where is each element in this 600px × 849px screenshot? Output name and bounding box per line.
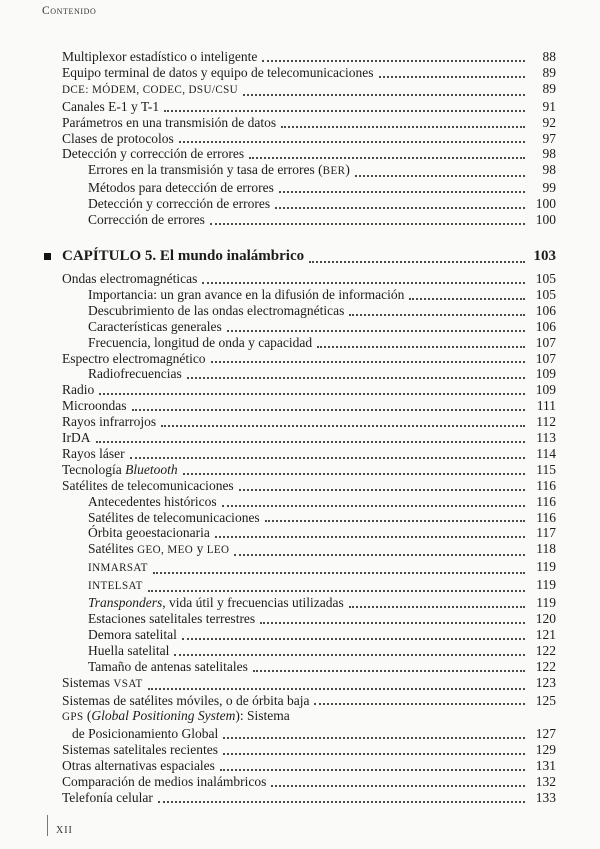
toc-entry-title bbox=[88, 196, 270, 212]
toc-entry-title bbox=[88, 162, 350, 180]
toc-entry-title bbox=[88, 577, 143, 595]
toc-entry bbox=[62, 693, 556, 709]
toc-entry-page: 105 bbox=[535, 270, 556, 286]
dot-leader bbox=[223, 753, 525, 755]
toc-entry-page: 109 bbox=[535, 382, 556, 398]
square-bullet-icon bbox=[44, 253, 51, 260]
toc-text-segment: Corrección de errores bbox=[88, 212, 205, 228]
toc-entry-page: 118 bbox=[536, 541, 556, 557]
toc-entry-title bbox=[88, 659, 248, 675]
toc-text-segment: Radio bbox=[62, 382, 95, 398]
toc-entry-title bbox=[62, 446, 125, 462]
toc-text-segment: GEO, MEO bbox=[137, 544, 194, 557]
toc-entry-title bbox=[62, 115, 276, 131]
toc-entry-title bbox=[62, 742, 218, 758]
dot-leader bbox=[179, 141, 525, 143]
dot-leader bbox=[132, 409, 526, 411]
toc-entry-title bbox=[88, 287, 404, 303]
toc-entry bbox=[62, 577, 556, 595]
toc-entry bbox=[62, 414, 556, 430]
dot-leader bbox=[223, 737, 525, 739]
dot-leader bbox=[215, 536, 525, 538]
toc-entry bbox=[62, 351, 556, 367]
running-head: Contenido bbox=[42, 5, 97, 17]
dot-leader bbox=[309, 261, 525, 263]
toc-text-segment: Clases de protocolos bbox=[62, 130, 174, 146]
toc-entry-title bbox=[62, 131, 174, 147]
toc-text-segment: BER bbox=[322, 165, 346, 178]
toc-entry-title bbox=[62, 675, 143, 693]
dot-leader bbox=[183, 473, 525, 475]
toc-entry bbox=[62, 446, 556, 462]
toc-entry-title bbox=[62, 271, 197, 287]
toc-entry-title bbox=[88, 643, 169, 659]
toc-entry-page: 132 bbox=[535, 774, 556, 790]
toc-entry bbox=[62, 708, 556, 742]
toc-text-segment: Microondas bbox=[62, 398, 127, 414]
toc-text-segment: INMARSAT bbox=[88, 562, 148, 575]
dot-leader bbox=[249, 157, 525, 159]
toc-text-segment: GPS bbox=[62, 711, 84, 724]
toc-entry bbox=[62, 462, 556, 478]
toc-entry-page: 112 bbox=[536, 414, 556, 430]
toc-entry bbox=[62, 131, 556, 147]
toc-entry-page: 105 bbox=[535, 286, 556, 302]
toc-entry bbox=[62, 742, 556, 758]
toc-entry bbox=[62, 510, 556, 526]
toc-entry-line2 bbox=[62, 726, 556, 742]
toc-text-segment: Antecedentes históricos bbox=[88, 493, 217, 509]
toc-text-segment: Características generales bbox=[88, 318, 222, 334]
toc-entry bbox=[62, 196, 556, 212]
toc-entry bbox=[62, 675, 556, 693]
toc-text-segment: Detección y corrección de errores bbox=[88, 196, 271, 212]
toc-entry-page: 89 bbox=[542, 80, 556, 96]
dot-leader bbox=[234, 554, 525, 556]
dot-leader bbox=[148, 688, 525, 690]
toc-entry-page: 120 bbox=[535, 611, 556, 626]
toc-entry-page: 116 bbox=[536, 477, 556, 493]
toc-entry bbox=[62, 611, 556, 627]
toc-entry-title bbox=[88, 611, 255, 627]
toc-text-segment: ( bbox=[83, 708, 92, 724]
dot-leader bbox=[260, 622, 525, 624]
page-footer bbox=[47, 815, 73, 836]
toc-entry-page: 117 bbox=[536, 525, 556, 541]
dot-leader bbox=[210, 223, 525, 225]
toc-entry-page: 119 bbox=[536, 577, 556, 593]
dot-leader bbox=[271, 785, 525, 787]
toc-entry-title bbox=[88, 319, 222, 335]
toc-text-segment: Tamaño de antenas satelitales bbox=[88, 658, 248, 674]
toc-entry-page: 122 bbox=[535, 642, 556, 658]
toc-entry-title bbox=[88, 627, 177, 643]
toc-entry-title bbox=[62, 65, 374, 81]
toc-text-segment: DCE: MÓDEM, CODEC, DSU/CSU bbox=[62, 83, 239, 96]
dot-leader bbox=[211, 361, 525, 363]
toc-text-segment: Ondas electromagnéticas bbox=[62, 270, 198, 286]
toc-entry-page: 91 bbox=[542, 98, 556, 114]
toc-entry-title bbox=[62, 758, 215, 774]
toc-text-segment: Satélites de telecomunicaciones bbox=[62, 477, 234, 493]
toc-text-segment: Satélites de telecomunicaciones bbox=[88, 509, 260, 525]
toc-entry-page: 109 bbox=[535, 366, 556, 382]
toc-text-segment: Otras alternativas espaciales bbox=[62, 758, 215, 774]
dot-leader bbox=[409, 298, 525, 300]
toc-chapter-entry bbox=[62, 247, 556, 266]
toc-entry-title bbox=[62, 351, 206, 367]
toc-text-segment: Tecnología bbox=[62, 461, 126, 477]
toc-text-segment: ) bbox=[345, 162, 350, 178]
toc-text-segment: IrDA bbox=[62, 430, 91, 446]
toc-entry-page: 89 bbox=[542, 64, 556, 80]
toc-text-segment: Importancia: un gran avance en la difusión de información bbox=[88, 286, 405, 302]
toc-entry-page: 113 bbox=[536, 430, 556, 446]
toc-text-segment: Frecuencia, longitud de onda y capacidad bbox=[88, 334, 313, 350]
toc-entry bbox=[62, 366, 556, 382]
dot-leader bbox=[349, 314, 525, 316]
dot-leader bbox=[281, 126, 525, 128]
toc-entry-title bbox=[62, 81, 238, 99]
dot-leader bbox=[355, 175, 525, 177]
dot-leader bbox=[182, 638, 525, 640]
dot-leader bbox=[174, 654, 525, 656]
toc-text-segment: VSAT bbox=[113, 677, 143, 690]
toc-entry-title bbox=[62, 247, 304, 266]
toc-entry bbox=[62, 81, 556, 99]
toc-entry bbox=[62, 430, 556, 446]
toc-entry bbox=[62, 303, 556, 319]
toc-text-segment: Huella satelital bbox=[88, 642, 170, 658]
toc-text-segment: Descubrimiento de las ondas electromagnéticas bbox=[88, 302, 345, 318]
toc-entry bbox=[62, 65, 556, 81]
toc-text-segment: Equipo terminal de datos y equipo de telecomunicaciones bbox=[62, 64, 374, 80]
dot-leader bbox=[164, 110, 525, 112]
toc-entry-title bbox=[88, 303, 344, 319]
toc-entry-page: 131 bbox=[535, 758, 556, 774]
toc-text-segment: INTELSAT bbox=[88, 580, 143, 593]
dot-leader bbox=[222, 505, 525, 507]
toc-entry-page: 116 bbox=[536, 509, 556, 525]
toc-text-segment: Canales E-1 y T-1 bbox=[62, 98, 160, 114]
dot-leader bbox=[262, 60, 525, 62]
toc-entry-title bbox=[88, 559, 148, 577]
toc-entry-page: 119 bbox=[536, 559, 556, 575]
toc-entry bbox=[62, 478, 556, 494]
toc-entry-page: 114 bbox=[536, 445, 556, 461]
toc-entry bbox=[62, 595, 556, 611]
toc-entry-page: 88 bbox=[542, 49, 556, 64]
page-number-folio: XII bbox=[56, 825, 73, 836]
toc-entry bbox=[62, 99, 556, 115]
toc-entry-title bbox=[88, 335, 312, 351]
toc-text-segment: Global Positioning System bbox=[91, 708, 236, 724]
toc-entry-title bbox=[62, 398, 127, 414]
toc-entry-page: 106 bbox=[535, 318, 556, 334]
toc-entry-title bbox=[88, 180, 274, 196]
toc-entry-title bbox=[62, 146, 244, 162]
toc-entry bbox=[62, 146, 556, 162]
toc-entry bbox=[62, 790, 556, 806]
toc-entry bbox=[62, 271, 556, 287]
toc-text-segment: Bluetooth bbox=[125, 461, 178, 477]
toc-entry-page: 121 bbox=[535, 626, 556, 642]
toc-text-segment: CAPÍTULO 5. El mundo inalámbrico bbox=[62, 247, 305, 264]
toc-entry-title bbox=[62, 726, 218, 742]
toc-text-segment: Sistemas satelitales recientes bbox=[62, 742, 218, 758]
toc-text-segment: , vida útil y frecuencias utilizadas bbox=[162, 595, 344, 611]
toc-text-segment: Órbita geoestacionaria bbox=[88, 525, 210, 541]
toc-entry bbox=[62, 319, 556, 335]
dot-leader bbox=[239, 489, 525, 491]
toc-entry-page: 97 bbox=[542, 130, 556, 146]
toc-text-segment: Detección y corrección de errores bbox=[62, 146, 245, 162]
toc-text-segment: ): Sistema bbox=[235, 708, 290, 724]
toc-entry-page: 116 bbox=[536, 493, 556, 509]
dot-leader bbox=[153, 572, 525, 574]
dot-leader bbox=[275, 207, 525, 209]
toc-entry bbox=[62, 541, 556, 559]
toc-entry-page: 111 bbox=[536, 398, 556, 414]
dot-leader bbox=[130, 457, 525, 459]
toc-entry-title bbox=[88, 494, 217, 510]
toc-entry-page: 119 bbox=[536, 595, 556, 611]
toc-entry-page: 122 bbox=[535, 658, 556, 674]
dot-leader bbox=[96, 441, 526, 443]
toc-entry-page: 92 bbox=[542, 114, 556, 130]
toc-entry bbox=[62, 162, 556, 180]
toc-text-segment: LEO bbox=[206, 544, 230, 557]
toc-entry-title bbox=[62, 49, 257, 65]
toc-entry bbox=[62, 774, 556, 790]
toc-entry-title bbox=[62, 790, 153, 806]
toc-entry bbox=[62, 49, 556, 65]
toc-text-segment: Rayos láser bbox=[62, 445, 125, 461]
toc-entry-page: 106 bbox=[535, 302, 556, 318]
toc-entry bbox=[62, 525, 556, 541]
toc-list bbox=[62, 49, 556, 806]
dot-leader bbox=[148, 590, 525, 592]
toc-text-segment: Multiplexor estadístico o inteligente bbox=[62, 49, 258, 64]
dot-leader bbox=[161, 425, 525, 427]
toc-entry-title bbox=[62, 478, 234, 494]
toc-entry-title bbox=[88, 595, 344, 611]
toc-entry-line1 bbox=[62, 708, 556, 726]
toc-text-segment: Errores en la transmisión y tasa de errores ( bbox=[88, 162, 323, 178]
toc-entry-title bbox=[88, 212, 205, 228]
toc-entry-page: 99 bbox=[542, 180, 556, 196]
toc-entry-page: 129 bbox=[535, 742, 556, 758]
toc-text-segment: Parámetros en una transmisión de datos bbox=[62, 114, 277, 130]
toc-entry bbox=[62, 382, 556, 398]
dot-leader bbox=[99, 393, 525, 395]
dot-leader bbox=[265, 520, 525, 522]
dot-leader bbox=[227, 330, 525, 332]
toc-entry-title bbox=[62, 99, 159, 115]
toc-text-segment: Telefonía celular bbox=[62, 789, 153, 805]
toc-entry-title bbox=[88, 541, 229, 559]
toc-entry-page: 107 bbox=[535, 350, 556, 366]
toc-text-segment: Métodos para detección de errores bbox=[88, 180, 274, 196]
toc-text-segment: Comparación de medios inalámbricos bbox=[62, 774, 267, 790]
dot-leader bbox=[243, 94, 525, 96]
toc-text-segment: y bbox=[193, 541, 207, 557]
toc-entry-title bbox=[62, 430, 91, 446]
dot-leader bbox=[314, 703, 525, 705]
toc-entry-title bbox=[88, 525, 210, 541]
toc-entry bbox=[62, 659, 556, 675]
toc-entry-title bbox=[88, 366, 182, 382]
toc-text-segment: Satélites bbox=[88, 541, 138, 557]
toc-entry bbox=[62, 559, 556, 577]
toc-entry-page: 98 bbox=[542, 146, 556, 162]
toc-text-segment: Transponders bbox=[88, 595, 163, 611]
toc-entry-page: 133 bbox=[535, 789, 556, 805]
dot-leader bbox=[158, 801, 525, 803]
toc-entry bbox=[62, 115, 556, 131]
toc-entry-title bbox=[62, 382, 94, 398]
toc-text-segment: Sistemas bbox=[62, 674, 114, 690]
toc-entry bbox=[62, 627, 556, 643]
toc-entry bbox=[62, 287, 556, 303]
toc-entry-page: 107 bbox=[535, 334, 556, 350]
toc-text-segment: Estaciones satelitales terrestres bbox=[88, 611, 256, 626]
toc-entry bbox=[62, 398, 556, 414]
toc-entry bbox=[62, 180, 556, 196]
toc-entry-page: 123 bbox=[535, 674, 556, 690]
toc-entry bbox=[62, 643, 556, 659]
toc-entry bbox=[62, 758, 556, 774]
toc-text-segment: Espectro electromagnético bbox=[62, 350, 206, 366]
dot-leader bbox=[253, 670, 525, 672]
toc-entry-page: 125 bbox=[535, 692, 556, 708]
toc-entry-page: 98 bbox=[542, 162, 556, 178]
toc-entry-page: 115 bbox=[536, 461, 556, 477]
toc-text-segment: Rayos infrarrojos bbox=[62, 414, 157, 430]
toc-entry bbox=[62, 212, 556, 228]
toc-entry-title bbox=[62, 462, 178, 478]
dot-leader bbox=[202, 282, 525, 284]
toc-entry-page: 127 bbox=[535, 726, 556, 742]
toc-entry-title bbox=[88, 510, 260, 526]
dot-leader bbox=[279, 191, 525, 193]
dot-leader bbox=[220, 769, 525, 771]
toc-entry-title bbox=[62, 693, 309, 709]
toc-entry-page: 103 bbox=[533, 247, 556, 264]
dot-leader bbox=[187, 377, 525, 379]
dot-leader bbox=[317, 346, 525, 348]
toc-text-segment: Radiofrecuencias bbox=[88, 366, 182, 382]
dot-leader bbox=[349, 606, 525, 608]
toc-entry-title bbox=[62, 414, 156, 430]
toc-entry bbox=[62, 335, 556, 351]
toc-entry-page: 100 bbox=[535, 212, 556, 228]
toc-entry-page: 100 bbox=[535, 196, 556, 212]
toc-text-segment: Sistemas de satélites móviles, o de órbita baja bbox=[62, 692, 310, 708]
toc-entry bbox=[62, 494, 556, 510]
dot-leader bbox=[379, 76, 525, 78]
toc-text-segment: Demora satelital bbox=[88, 626, 177, 642]
toc-entry-title bbox=[62, 774, 266, 790]
toc-text-segment: de Posicionamiento Global bbox=[72, 726, 219, 742]
